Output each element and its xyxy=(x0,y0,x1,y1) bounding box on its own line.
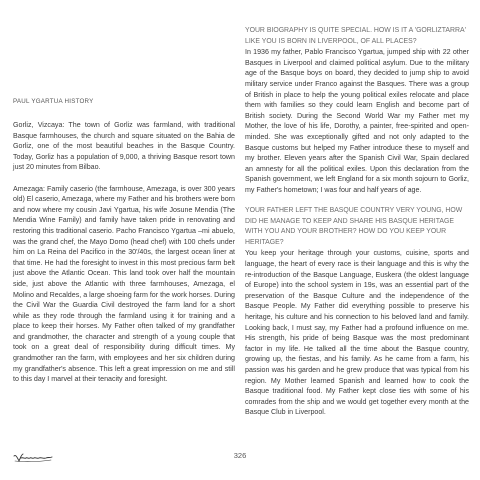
section-heading: PAUL YGARTUA HISTORY xyxy=(13,98,94,105)
paragraph-amezaga: Amezaga: Family caserio (the farmhouse, Amezaga, is over 300 years old) El caserio, Amezaga, where my Father and his brothers were born and now where my cousin Javi Ygartua, his wife Josune Mendia (The Mendia Wine Family) and family have taken pride in renovating and restoring this traditional caserio. Pacho Francisco Ygartua –mi abuelo, was the grand chef, the Mayo Domo (head chef) with 100 chefs under him on La Reina del Pacifico in the 30'/40s, the largest ocean liner at that time. He had the foresight to invest in this most precious farm belt just above the Atlantic Ocean. This land took over half the mountain side, just above the Atlantic with three farmhouses, Amezaga, el Molino and Recaldes, a large shoeing farm for the work horses. During the Civil War the Guardia Civil destroyed the farm land for a short while as they rode through the farmland using it for training and a place to keep their horses. My Father often talked of my grandfather and grandmother, the character and strength of a young couple that took on a great deal of responsibility during difficult times. My grandmother ran the farm, with employees and her six children during my grandfather's absence. This left a great impression on me and still to this day I marvel at their tenacity and foresight. xyxy=(13,184,235,384)
paragraph-gorliz: Gorliz, Vizcaya: The town of Gorliz was farmland, with traditional Basque farmhouses, the church and square situated on the Bahia de Gorliz, one of the most beautiful beaches in the Basque Country. Today, Gorliz has a population of 9,000, a thriving Basque resort town just 20 minutes from Bilbao. xyxy=(13,121,235,172)
right-column xyxy=(245,26,469,429)
left-column xyxy=(13,97,235,395)
page-number: 326 xyxy=(233,451,247,460)
interview-question-1: YOUR BIOGRAPHY IS QUITE SPECIAL. HOW IS IT A 'GORLIZTARRA' LIKE YOU IS BORN IN LIVERPOOL, OF ALL PLACES? xyxy=(245,27,466,45)
interview-answer-2: You keep your heritage through your customs, cuisine, sports and language, the heart of every race is their language and this is why the re-introduction of the Basque Language, Euskera (the oldest language of Europe) into the school system in 19s, was an essential part of the preservation of the Basque Culture and the independence of the Basque People. My Father did everything possible to preserve his heritage, his culture and his connection to his beloved land and family. Looking back, I must say, my Father had a profound influence on me. His strength, his pride of being Basque was the most predominant factor in my life. He talked all the time about the Basque country, growing up, the fiestas, and his family. As he came from a farm, his passion was his garden and he grew produce that was typical from his region. My Mother learned Spanish and learned how to cook the Basque traditional food. My Father kept close ties with some of his comrades from the ship and we would get together every month at the Basque Club in Liverpool. xyxy=(245,249,469,417)
interview-question-2: YOUR FATHER LEFT THE BASQUE COUNTRY VERY YOUNG, HOW DID HE MANAGE TO KEEP AND SHARE HIS BASQUE HERITAGE WITH YOU AND YOUR BROTHER? HOW DO YOU KEEP YOUR HERITAGE? xyxy=(245,207,463,246)
interview-answer-1: In 1936 my father, Pablo Francisco Ygartua, jumped ship with 22 other Basques in Liverpool and claimed political asylum. Due to the military age of the Basque boys on board, they decided to jump ship to avoid military service under Franco against the Basques. There was a group of British in place to help the young political exiles relocate and place them with families so they could learn English and become part of British society. During the Second World War my Father met my Mother, the love of his life, Dorothy, a painter, free-spirited and open-minded. She was exceptionally gifted and not only adapted to the Basque customs but helped my Father introduce these to myself and my brother. Eleven years after the Spanish Civil War, Spain declared an amnesty for all the political exiles. Upon this declaration from the Spanish government, we left England for a six month sojourn to Gorliz, my Father's hometown; I was four and half years of age. xyxy=(245,48,469,194)
